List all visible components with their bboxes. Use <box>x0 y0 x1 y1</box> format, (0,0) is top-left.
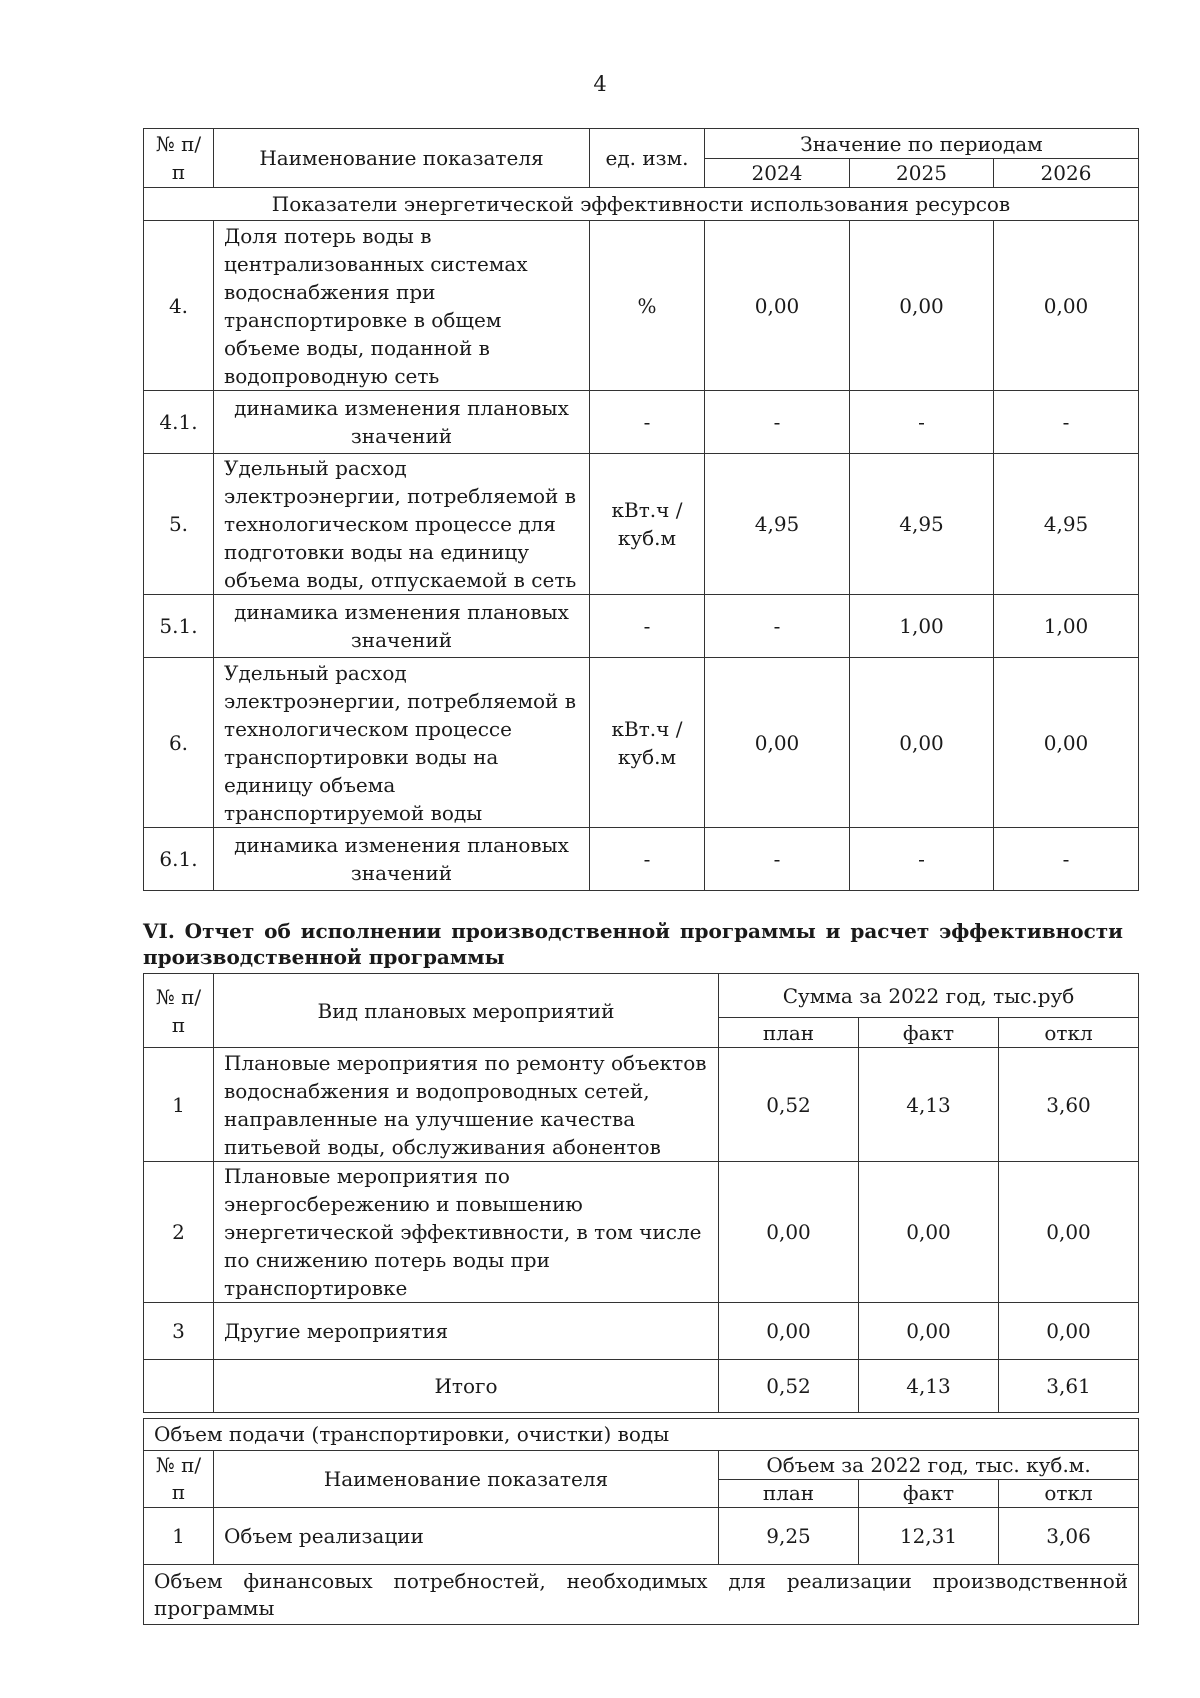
row-value: 0,52 <box>719 1048 859 1162</box>
row-num: 2 <box>144 1162 214 1303</box>
row-value: 4,95 <box>850 454 994 595</box>
row-num: 1 <box>144 1508 214 1565</box>
row-value: 0,00 <box>705 221 850 391</box>
row-unit: % <box>590 221 705 391</box>
table-row <box>144 595 1139 658</box>
row-num: 5.1. <box>144 595 214 658</box>
row-value: 4,95 <box>705 454 850 595</box>
row-value: 12,31 <box>859 1508 999 1565</box>
row-name: динамика изменения плановых значений <box>214 828 590 891</box>
row-num: 6.1. <box>144 828 214 891</box>
row-unit: - <box>590 391 705 454</box>
header-name: Наименование показателя <box>214 129 590 188</box>
row-name: Удельный расход электроэнергии, потребляемой в технологическом процессе транспортировки воды на единицу объема транспортируемой воды <box>214 658 590 828</box>
row-value: 3,06 <box>999 1508 1139 1565</box>
row-num: 4. <box>144 221 214 391</box>
row-value: 0,00 <box>850 658 994 828</box>
header-year: 2026 <box>994 159 1139 188</box>
header-col: факт <box>859 1480 999 1508</box>
row-value: 4,95 <box>994 454 1139 595</box>
header-col: откл <box>999 1018 1139 1048</box>
table-row <box>144 658 1139 828</box>
header-unit: ед. изм. <box>590 129 705 188</box>
row-name: Объем реализации <box>214 1508 719 1565</box>
row-unit: кВт.ч / куб.м <box>590 658 705 828</box>
row-value: 0,00 <box>859 1162 999 1303</box>
row-value: 9,25 <box>719 1508 859 1565</box>
row-value: - <box>994 828 1139 891</box>
row-value: 0,00 <box>859 1303 999 1360</box>
financial-needs-note: Объем финансовых потребностей, необходимых для реализации производственной программы <box>144 1565 1139 1625</box>
row-value: - <box>705 595 850 658</box>
header-volume-title: Объем за 2022 год, тыс. куб.м. <box>719 1451 1139 1480</box>
row-value: 0,00 <box>994 221 1139 391</box>
row-name: Другие мероприятия <box>214 1303 719 1360</box>
header-col: факт <box>859 1018 999 1048</box>
row-value: - <box>994 391 1139 454</box>
row-num: 4.1. <box>144 391 214 454</box>
header-num: № п/п <box>144 129 214 188</box>
row-name: Доля потерь воды в централизованных системах водоснабжения при транспортировке в общем объеме воды, поданной в водопроводную сеть <box>214 221 590 391</box>
total-num-cell <box>144 1360 214 1413</box>
total-value: 3,61 <box>999 1360 1139 1413</box>
row-value: 1,00 <box>850 595 994 658</box>
header-col: план <box>719 1018 859 1048</box>
header-name: Вид плановых мероприятий <box>214 974 719 1048</box>
header-name: Наименование показателя <box>214 1451 719 1508</box>
energy-efficiency-table <box>143 128 1139 891</box>
table-row <box>144 1508 1139 1565</box>
row-num: 1 <box>144 1048 214 1162</box>
row-value: - <box>850 391 994 454</box>
header-year: 2024 <box>705 159 850 188</box>
table-row <box>144 391 1139 454</box>
row-value: 0,00 <box>705 658 850 828</box>
total-label: Итого <box>214 1360 719 1413</box>
total-row <box>144 1360 1139 1413</box>
header-periods-title: Значение по периодам <box>705 129 1139 159</box>
table-row <box>144 454 1139 595</box>
row-unit: кВт.ч / куб.м <box>590 454 705 595</box>
section-title: Показатели энергетической эффективности использования ресурсов <box>144 188 1139 221</box>
table-row <box>144 1162 1139 1303</box>
row-value: 0,00 <box>850 221 994 391</box>
total-value: 0,52 <box>719 1360 859 1413</box>
supply-volume-title: Объем подачи (транспортировки, очистки) воды <box>144 1419 1139 1451</box>
row-num: 3 <box>144 1303 214 1360</box>
row-name: Плановые мероприятия по ремонту объектов водоснабжения и водопроводных сетей, направленные на улучшение качества питьевой воды, обслуживания абонентов <box>214 1048 719 1162</box>
row-value: - <box>705 391 850 454</box>
planned-activities-table <box>143 973 1139 1413</box>
row-name: динамика изменения плановых значений <box>214 391 590 454</box>
section-heading: VI. Отчет об исполнении производственной программы и расчет эффективности производственной программы <box>143 919 1123 969</box>
row-value: 0,00 <box>999 1303 1139 1360</box>
table-row <box>144 1303 1139 1360</box>
row-value: 4,13 <box>859 1048 999 1162</box>
table-row <box>144 221 1139 391</box>
header-col: откл <box>999 1480 1139 1508</box>
row-name: динамика изменения плановых значений <box>214 595 590 658</box>
supply-volume-table <box>143 1418 1139 1625</box>
row-name: Плановые мероприятия по энергосбережению и повышению энергетической эффективности, в том числе по снижению потерь воды при транспортировке <box>214 1162 719 1303</box>
header-num: № п/п <box>144 1451 214 1508</box>
row-num: 5. <box>144 454 214 595</box>
row-value: 0,00 <box>719 1162 859 1303</box>
header-year: 2025 <box>850 159 994 188</box>
header-col: план <box>719 1480 859 1508</box>
total-value: 4,13 <box>859 1360 999 1413</box>
row-value: 0,00 <box>994 658 1139 828</box>
row-value: 0,00 <box>719 1303 859 1360</box>
table-row <box>144 1048 1139 1162</box>
row-value: 1,00 <box>994 595 1139 658</box>
table-row <box>144 828 1139 891</box>
row-unit: - <box>590 595 705 658</box>
row-value: - <box>850 828 994 891</box>
row-name: Удельный расход электроэнергии, потребляемой в технологическом процессе для подготовки воды на единицу объема воды, отпускаемой в сеть <box>214 454 590 595</box>
row-value: - <box>705 828 850 891</box>
header-num: № п/п <box>144 974 214 1048</box>
header-sum-title: Сумма за 2022 год, тыс.руб <box>719 974 1139 1018</box>
row-num: 6. <box>144 658 214 828</box>
row-value: 3,60 <box>999 1048 1139 1162</box>
row-unit: - <box>590 828 705 891</box>
row-value: 0,00 <box>999 1162 1139 1303</box>
page-number: 4 <box>593 72 607 96</box>
